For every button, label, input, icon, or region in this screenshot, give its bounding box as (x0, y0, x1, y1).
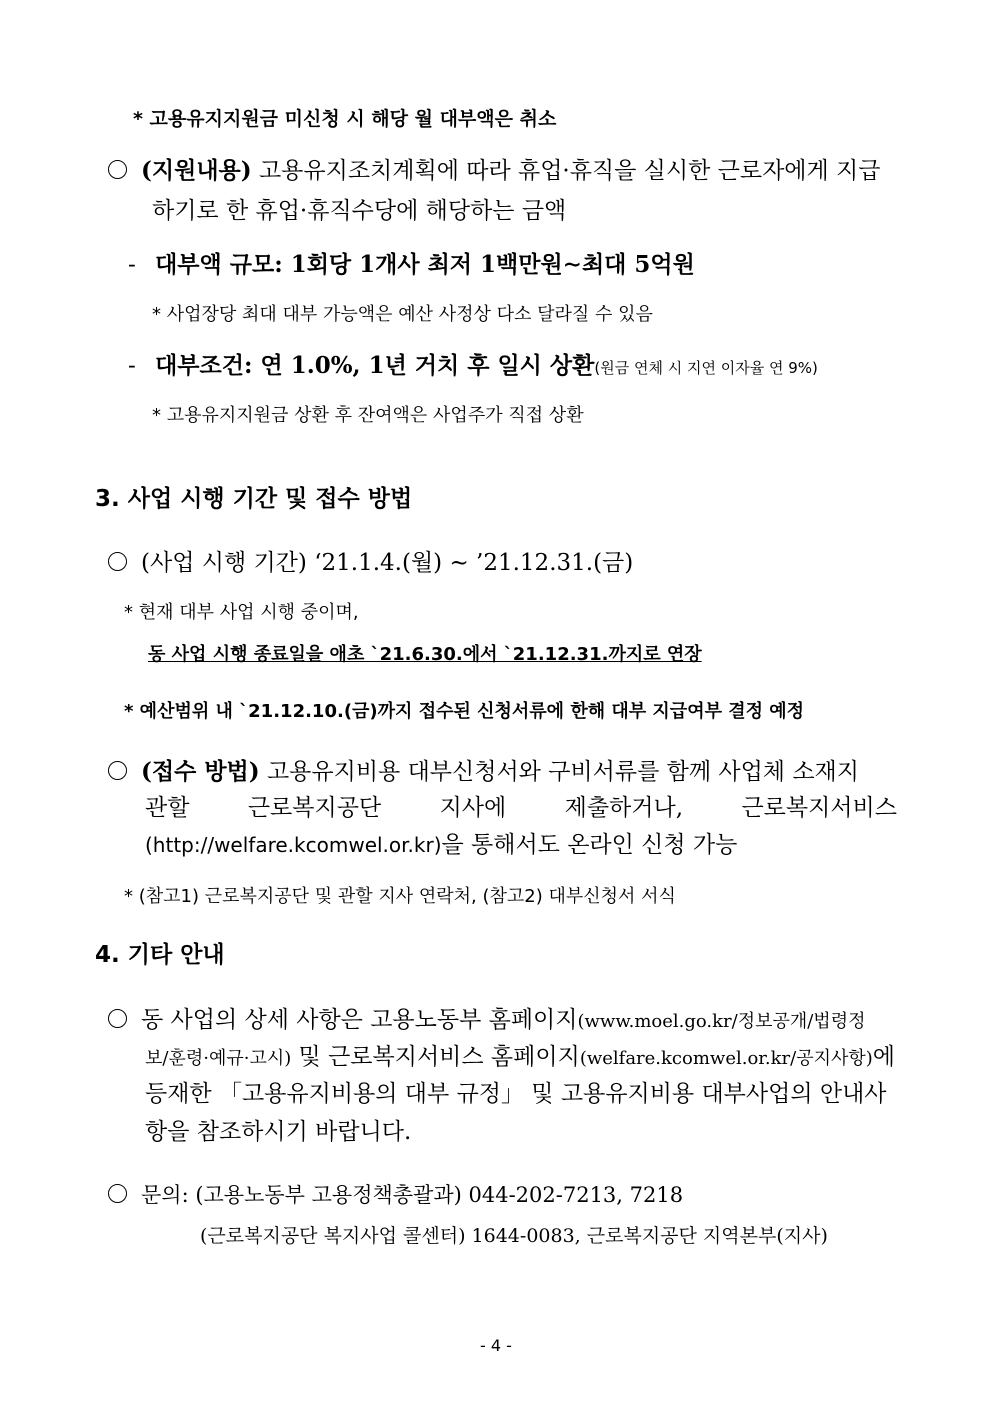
method-word: 제출하거나, (564, 795, 684, 821)
support-text-1: 고용유지조치계획에 따라 휴업·휴직을 실시한 근로자에게 지급 (251, 158, 881, 184)
circle-bullet-icon (108, 1184, 127, 1203)
period-label: (사업 시행 기간) (141, 550, 307, 576)
method-paragraph (108, 757, 859, 787)
page-number: - 4 - (480, 1336, 512, 1355)
details-end: 에 (872, 1044, 896, 1070)
dash-bullet: - (128, 252, 136, 278)
details-line-4: 항을 참조하시기 바랍니다. (145, 1119, 412, 1145)
section-4-title: 4. 기타 안내 (95, 942, 225, 968)
details-url-2: (welfare.kcomwel.or.kr/공지사항) (579, 1048, 873, 1069)
circle-bullet-icon (108, 160, 127, 179)
details-line-1 (108, 1005, 865, 1037)
loan-size-item (128, 250, 695, 280)
method-text-2 (145, 793, 897, 823)
service-url: (http://welfare.kcomwel.or.kr) (145, 833, 442, 857)
method-text-3-tail: 을 통해서도 온라인 신청 가능 (441, 832, 738, 858)
period-value: ‘21.1.4.(월) ∼ ’21.12.31.(금) (306, 550, 634, 576)
method-word: 근로복지서비스 (741, 795, 897, 821)
method-word: 지사에 (439, 795, 507, 821)
period-paragraph (108, 548, 633, 578)
details-text-1: 동 사업의 상세 사항은 고용노동부 홈페이지 (141, 1007, 578, 1033)
loan-terms-text: 대부조건: 연 1.0%, 1년 거치 후 일시 상환 (155, 352, 595, 379)
section-3-title: 3. 사업 시행 기간 및 접수 방법 (95, 486, 413, 512)
contact-line-1 (108, 1180, 683, 1210)
circle-bullet-icon (108, 1009, 127, 1028)
note-ref: * (참고1) 근로복지공단 및 관할 지사 연락처, (참고2) 대부신청서 서식 (124, 886, 676, 907)
note-max: * 사업장당 최대 대부 가능액은 예산 사정상 다소 달라질 수 있음 (152, 304, 653, 325)
contact-text-1: 문의: (고용노동부 고용정책총괄과) 044-202-7213, 7218 (141, 1183, 684, 1207)
note-unclaimed: * 고용유지지원금 미신청 시 해당 월 대부액은 취소 (133, 108, 557, 130)
note-budget: * 예산범위 내 `21.12.10.(금)까지 접수된 신청서류에 한해 대부 지급여부 결정 예정 (124, 701, 805, 722)
method-word: 관할 (145, 795, 190, 821)
method-text-1: 고용유지비용 대부신청서와 구비서류를 함께 사업체 소재지 (259, 759, 859, 785)
circle-bullet-icon (108, 761, 127, 780)
method-text-3 (145, 830, 737, 860)
method-label: (접수 방법) (141, 758, 260, 785)
dash-bullet: - (128, 353, 136, 379)
support-label: (지원내용) (141, 157, 252, 184)
loan-terms-paren: (원금 연체 시 지연 이자율 연 9%) (594, 359, 818, 377)
details-line-3: 등재한 「고용유지비용의 대부 규정」 및 고용유지비용 대부사업의 안내사 (145, 1081, 887, 1107)
support-paragraph (108, 156, 881, 186)
support-text-2: 하기로 한 휴업·휴직수당에 해당하는 금액 (152, 198, 567, 224)
note-repay: * 고용유지지원금 상환 후 잔여액은 사업주가 직접 상환 (152, 405, 584, 426)
circle-bullet-icon (108, 552, 127, 571)
details-mid: 및 근로복지서비스 홈페이지 (291, 1044, 580, 1070)
details-small-a: 보/훈령·예규·고시) (145, 1048, 292, 1069)
loan-size-text: 대부액 규모: 1회당 1개사 최저 1백만원∼최대 5억원 (155, 251, 695, 278)
loan-terms-item (128, 351, 818, 383)
note-ongoing: * 현재 대부 사업 시행 중이며, (124, 602, 359, 623)
note-extend: 동 사업 시행 종료일을 애초 `21.6.30.에서 `21.12.31.까지로 연장 (148, 644, 702, 665)
contact-line-2: (근로복지공단 복지사업 콜센터) 1644-0083, 근로복지공단 지역본부(지사) (200, 1225, 828, 1247)
details-url-1: (www.moel.go.kr/정보공개/법령정 (577, 1011, 866, 1032)
details-line-2 (145, 1042, 895, 1074)
method-word: 근로복지공단 (247, 795, 382, 821)
